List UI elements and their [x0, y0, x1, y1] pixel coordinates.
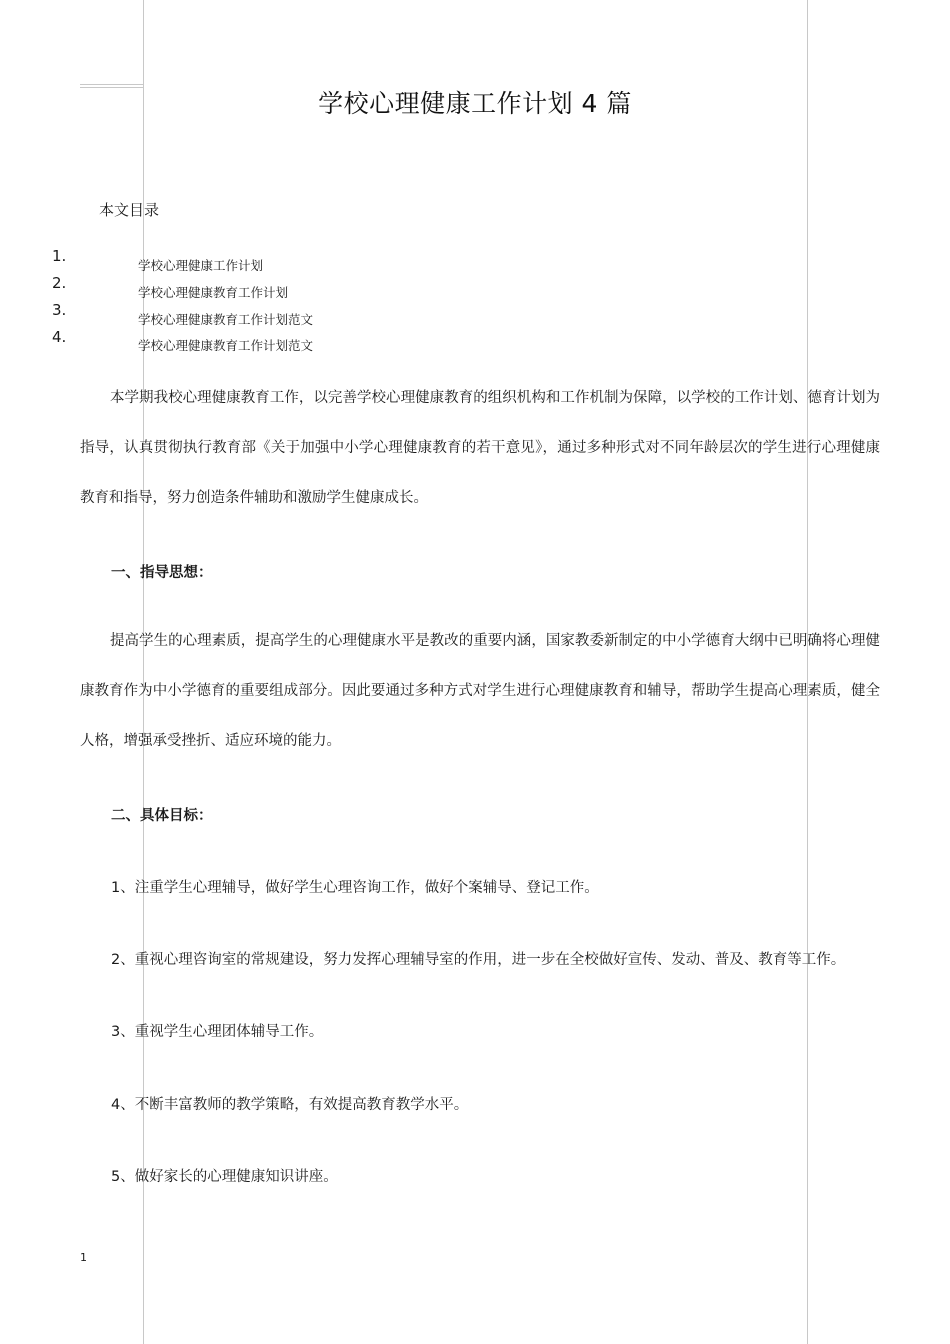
toc-number: 4.: [52, 328, 67, 346]
section-heading-goals: 二、具体目标：: [111, 808, 213, 824]
goal-item: 4、不断丰富教师的教学策略，有效提高教育教学水平。: [111, 1097, 469, 1113]
toc-number: 2.: [52, 274, 67, 292]
toc-number: 3.: [52, 301, 67, 319]
toc-heading: 本文目录: [99, 201, 160, 219]
toc-number: 1.: [52, 247, 67, 265]
toc-link[interactable]: 学校心理健康教育工作计划范文: [138, 338, 314, 353]
toc-link[interactable]: 学校心理健康教育工作计划范文: [138, 312, 314, 327]
goal-item: 2、重视心理咨询室的常规建设，努力发挥心理辅导室的作用，进一步在全校做好宣传、发动、普及、教育等工作。: [111, 952, 846, 968]
section1-paragraph: 提高学生的心理素质，提高学生的心理健康水平是教改的重要内涵，国家教委新制定的中小学德育大纲中已明确将心理健康教育作为中小学德育的重要组成部分。因此要通过多种方式对学生进行心理健康教育和辅导，帮助学生提高心理素质，健全人格，增强承受挫折、适应环境的能力。: [80, 633, 880, 749]
toc-link[interactable]: 学校心理健康教育工作计划: [138, 285, 289, 300]
document-title: 学校心理健康工作计划 4 篇: [318, 89, 632, 118]
goal-item: 5、做好家长的心理健康知识讲座。: [111, 1169, 338, 1185]
toc-link[interactable]: 学校心理健康工作计划: [138, 258, 264, 273]
intro-paragraph: 本学期我校心理健康教育工作，以完善学校心理健康教育的组织机构和工作机制为保障，以学校的工作计划、德育计划为指导，认真贯彻执行教育部《关于加强中小学心理健康教育的若干意见》，通过多种形式对不同年龄层次的学生进行心理健康教育和指导，努力创造条件辅助和激励学生健康成长。: [80, 390, 880, 506]
goal-item: 1、注重学生心理辅导，做好学生心理咨询工作，做好个案辅导、登记工作。: [111, 880, 599, 896]
page-number: 1: [80, 1251, 87, 1264]
goal-item: 3、重视学生心理团体辅导工作。: [111, 1024, 324, 1040]
section-heading-guiding-idea: 一、指导思想：: [111, 565, 213, 581]
